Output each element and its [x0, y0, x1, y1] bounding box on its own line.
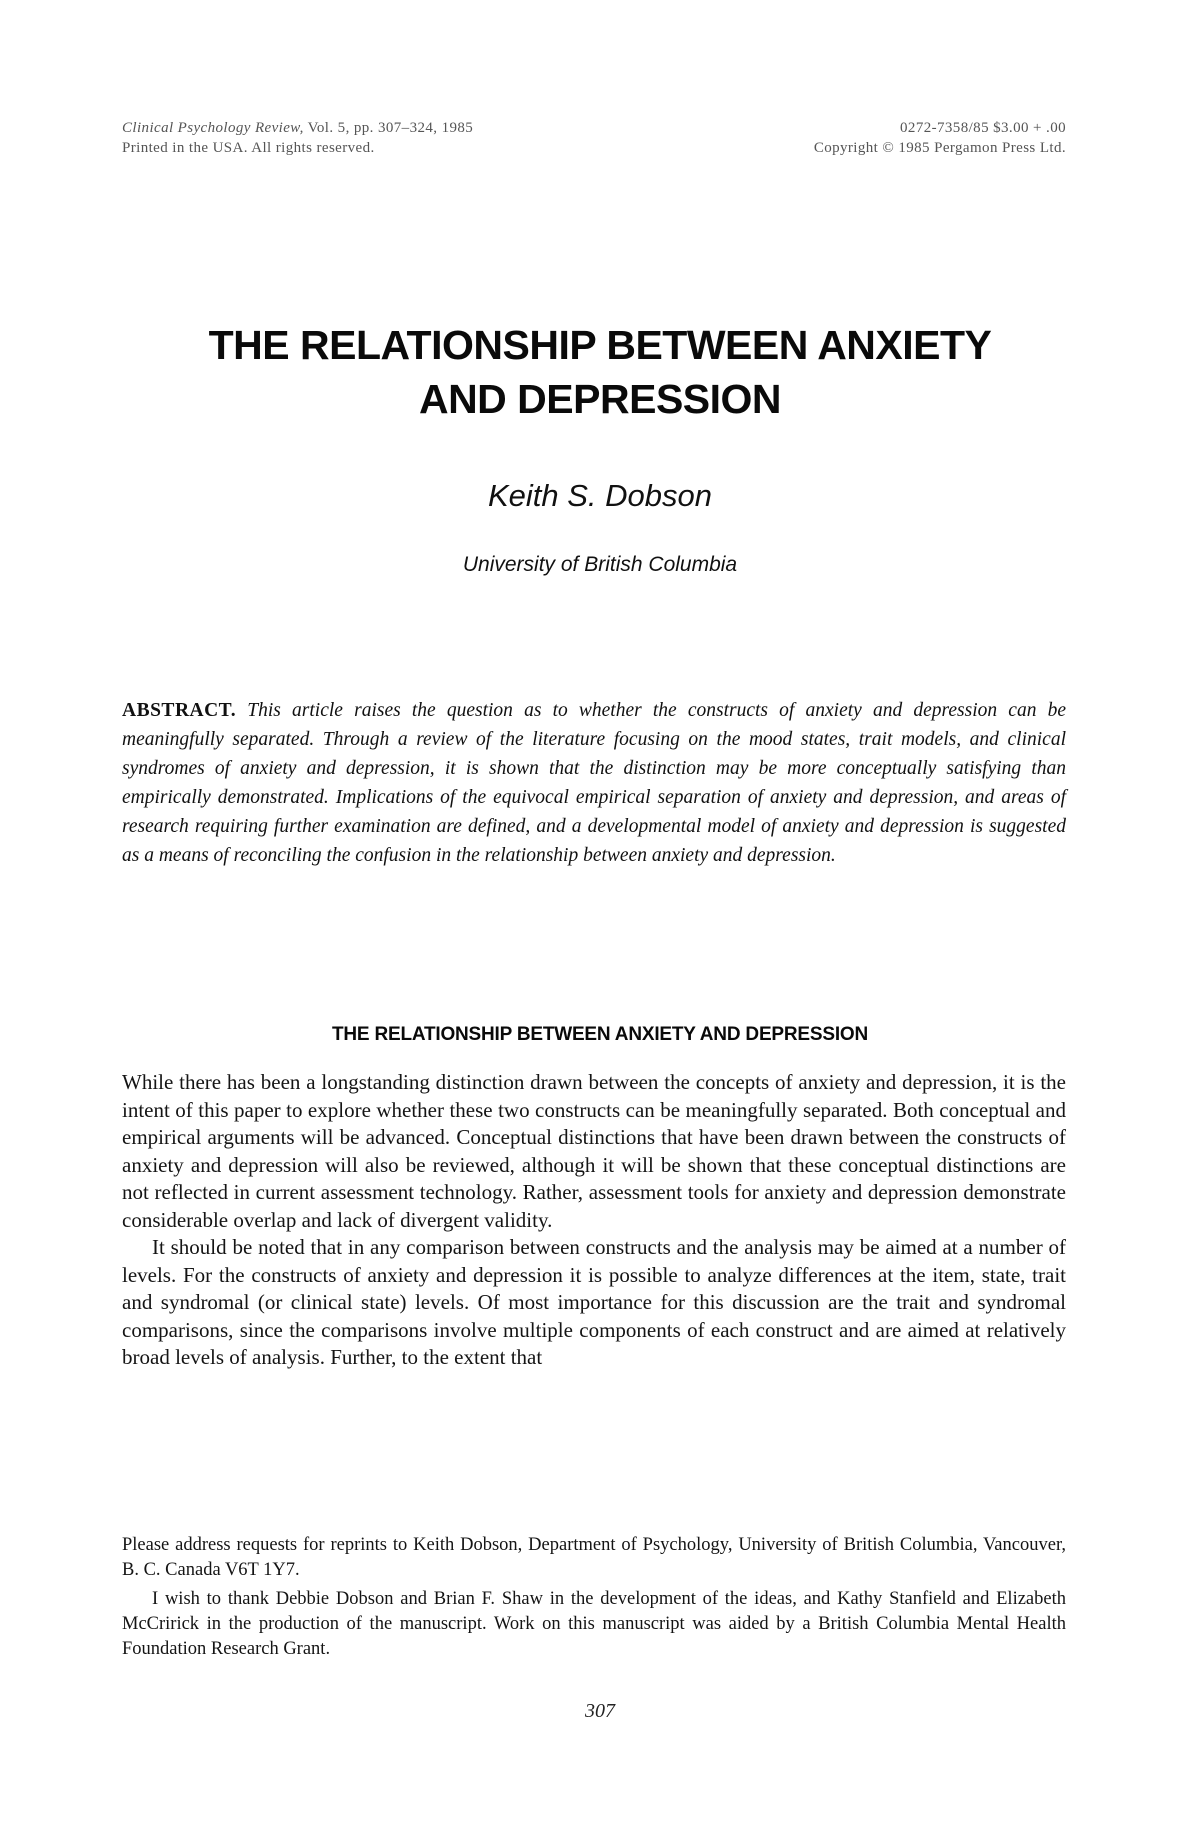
publisher-info — [814, 118, 1066, 158]
journal-line — [122, 118, 473, 138]
article-title — [0, 318, 1200, 426]
footnotes — [122, 1533, 1066, 1666]
body-paragraph-2: It should be noted that in any comparison between constructs and the analysis may be aimed at a number of levels. For the constructs of anxiety and depression it is possible to analyze differences at the item, state, trait and syndromal (or clinical state) levels. Of most importance for this discussion are the trait and syndromal comparisons, since the comparisons involve multiple components of each construct and are aimed at relatively broad levels of analysis. Further, to the extent that — [122, 1235, 1066, 1369]
abstract-text: This article raises the question as to whether the constructs of anxiety and depression can be meaningfully separated. Through a review of the literature focusing on the mood states, trait models, and clinical syndromes of anxiety and depression, it is shown that the distinction may be more conceptually satisfying than empirically demonstrated. Implications of the equivocal empirical separation of anxiety and depression, and areas of research requiring further examination are defined, and a developmental model of anxiety and depression is suggested as a means of reconciling the confusion in the relationship between anxiety and depression. — [122, 700, 1067, 866]
title-line-2: AND DEPRESSION — [418, 376, 782, 422]
section-heading: THE RELATIONSHIP BETWEEN ANXIETY AND DEPRESSION — [331, 1024, 869, 1045]
printed-line: Printed in the USA. All rights reserved. — [122, 140, 375, 156]
author-affiliation: University of British Columbia — [462, 553, 738, 576]
footnote-acknowledgements: I wish to thank Debbie Dobson and Brian F. Shaw in the development of the ideas, and Kathy Stanfield and Elizabeth McCririck in the production of the manuscript. Work on this manuscript was aided by a British Columbia Mental Health Foundation Research Grant. — [122, 1589, 1066, 1659]
author-name: Keith S. Dobson — [487, 478, 713, 513]
body-text — [122, 1069, 1066, 1372]
abstract-label: ABSTRACT. — [122, 700, 237, 721]
copyright-line: Copyright © 1985 Pergamon Press Ltd. — [813, 140, 1066, 156]
journal-name: Clinical Psychology Review, — [122, 120, 304, 136]
journal-details: Vol. 5, pp. 307–324, 1985 — [303, 120, 474, 136]
footnote-reprints: Please address requests for reprints to Keith Dobson, Department of Psychology, University of British Columbia, Vancouver, B. C. Canada V6T 1Y7. — [122, 1535, 1066, 1580]
title-line-1: THE RELATIONSHIP BETWEEN ANXIETY — [208, 322, 992, 368]
abstract — [122, 696, 1066, 870]
issn-line: 0272-7358/85 $3.00 + .00 — [900, 120, 1066, 136]
journal-citation — [122, 118, 473, 158]
body-paragraph-1: While there has been a longstanding distinction drawn between the concepts of anxiety and depression, it is the intent of this paper to explore whether these two constructs can be meaningfully separated. Both conceptual and empirical arguments will be advanced. Conceptual distinctions that have been drawn between the constructs of anxiety and depression will also be reviewed, although it will be shown that these conceptual distinctions are not reflected in current assessment technology. Rather, assessment tools for anxiety and depression demonstrate considerable overlap and lack of divergent validity. — [122, 1070, 1066, 1232]
page-number: 307 — [585, 1700, 615, 1722]
